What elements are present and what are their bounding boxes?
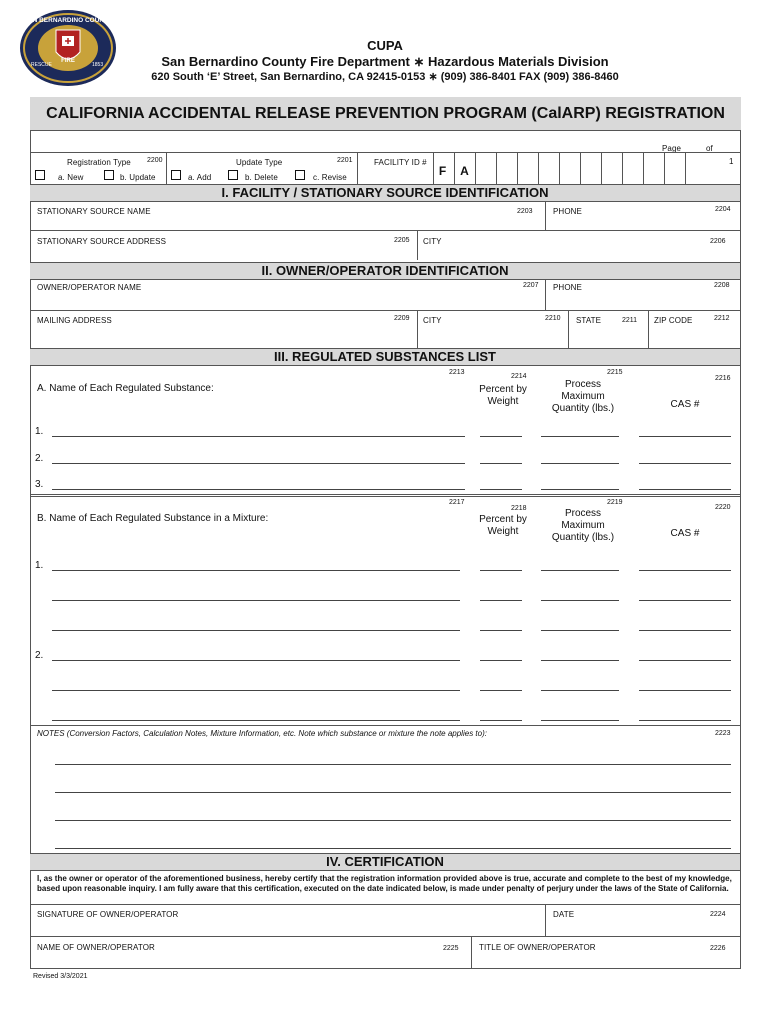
source-name-code: 2203 [517, 208, 533, 215]
notes-line-4[interactable] [55, 848, 731, 849]
of-label: of [706, 144, 713, 153]
divider [417, 230, 418, 260]
signature-field[interactable] [32, 906, 544, 936]
cas-field[interactable] [639, 720, 731, 721]
signature-label: SIGNATURE OF OWNER/OPERATOR [37, 910, 179, 919]
cas-field[interactable] [639, 660, 731, 661]
id-cell [685, 152, 704, 188]
percent-field[interactable] [480, 630, 522, 631]
part-b-qty-code: 2219 [607, 499, 623, 506]
part-b-row-2 [30, 650, 740, 664]
date-label: DATE [553, 910, 575, 919]
substance-name-field[interactable] [52, 436, 465, 437]
id-cell [643, 152, 662, 188]
update-type-label: Update Type [236, 158, 283, 167]
date-field[interactable] [548, 906, 738, 936]
facility-prefix-f: F [438, 164, 447, 178]
source-name-field[interactable] [32, 203, 544, 230]
divider [417, 310, 418, 348]
address: 620 South ‘E’ Street, San Bernardino, CA 92415-0153 [151, 71, 426, 83]
quantity-field[interactable] [541, 600, 619, 601]
quantity-field[interactable] [541, 720, 619, 721]
registration-type-label: Registration Type [67, 158, 131, 167]
percent-field[interactable] [480, 660, 522, 661]
substance-name-field[interactable] [52, 660, 460, 661]
part-b-cas-code: 2220 [715, 504, 731, 511]
percent-field[interactable] [480, 436, 522, 437]
row-number: 2. [35, 453, 44, 464]
revised-date: Revised 3/3/2021 [33, 973, 88, 980]
new-label: a. New [58, 173, 84, 182]
substance-name-field[interactable] [52, 600, 460, 601]
substance-name-field[interactable] [52, 570, 460, 571]
cas-field[interactable] [639, 436, 731, 437]
new-checkbox[interactable] [35, 170, 45, 180]
zip-label: ZIP CODE [654, 316, 693, 325]
id-cell [664, 152, 683, 188]
revise-label: c. Revise [313, 173, 347, 182]
divider [166, 152, 167, 188]
row-number: 2. [35, 650, 44, 661]
source-address-field[interactable] [32, 232, 415, 260]
divider [357, 152, 358, 188]
part-a-cas-header: CAS # [670, 399, 700, 410]
quantity-field[interactable] [541, 463, 619, 464]
owner-city-label: CITY [423, 316, 442, 325]
part-a-row-3 [30, 479, 740, 493]
pct-line2: Weight [487, 526, 519, 537]
id-cell [601, 152, 620, 188]
id-cell [475, 152, 494, 188]
notes-label: NOTES (Conversion Factors, Calculation Notes, Mixture Information, etc. Note which substance or mixture the note applies to): [37, 729, 487, 738]
seal-shield-text: FIRE [61, 58, 75, 64]
notes-line-3[interactable] [55, 820, 731, 821]
part-b-pct-code: 2218 [511, 505, 527, 512]
source-city-field[interactable] [420, 232, 738, 260]
part-b-row-1 [30, 560, 740, 574]
divider [568, 310, 569, 348]
update-type-code: 2201 [337, 157, 353, 164]
cas-field[interactable] [639, 630, 731, 631]
owner-city-code: 2210 [545, 315, 561, 322]
row-divider [30, 936, 740, 937]
qty-line3: Quantity (lbs.) [551, 532, 615, 543]
percent-field[interactable] [480, 690, 522, 691]
substance-name-field[interactable] [52, 463, 465, 464]
qty-line2: Maximum [561, 520, 605, 531]
source-phone-label: PHONE [553, 207, 582, 216]
part-a-heading: A. Name of Each Regulated Substance: [37, 383, 214, 394]
cas-field[interactable] [639, 570, 731, 571]
page-total: 1 [729, 157, 734, 166]
divider [545, 904, 546, 936]
mailing-address-code: 2209 [394, 315, 410, 322]
divider [545, 280, 546, 310]
address-line: 620 South ‘E’ Street, San Bernardino, CA 92415-0153 ∗ (909) 386-8401 FAX (909) 386-8460 [151, 71, 619, 83]
part-b-cas-header: CAS # [670, 528, 700, 539]
row-divider [30, 230, 740, 231]
page-label: Page [662, 144, 682, 153]
part-a-qty-header [543, 379, 623, 415]
part-b-heading: B. Name of Each Regulated Substance in a Mixture: [37, 513, 269, 524]
substance-name-field[interactable] [52, 720, 460, 721]
seal-left-text: RESCUE [31, 62, 52, 68]
source-address-code: 2205 [394, 237, 410, 244]
owner-title-code: 2226 [710, 945, 726, 952]
cas-field[interactable] [639, 600, 731, 601]
owner-phone-field[interactable] [548, 280, 738, 309]
row-divider [30, 310, 740, 311]
pct-line1: Percent by [479, 384, 527, 395]
id-cell [517, 152, 536, 188]
owner-name-cert-field[interactable] [32, 938, 469, 968]
percent-field[interactable] [480, 489, 522, 490]
update-label: b. Update [120, 173, 156, 182]
divider [648, 310, 649, 348]
update-checkbox[interactable] [104, 170, 114, 180]
pct-line1: Percent by [479, 514, 527, 525]
section-4-title: IV. CERTIFICATION [30, 853, 740, 871]
owner-name-field[interactable] [32, 280, 544, 309]
state-field[interactable] [571, 312, 645, 347]
id-cell [433, 152, 452, 188]
row-number: 1. [35, 426, 44, 437]
id-cell [538, 152, 557, 188]
row-number: 1. [35, 560, 44, 571]
owner-name-cert-code: 2225 [443, 945, 459, 952]
qty-line1: Process [564, 379, 602, 390]
phone: (909) 386-8401 [440, 71, 516, 83]
row-divider [30, 725, 740, 726]
facility-id-label: FACILITY ID # [374, 158, 427, 167]
mailing-address-field[interactable] [32, 312, 415, 347]
percent-field[interactable] [480, 600, 522, 601]
part-b-row-2b [30, 680, 740, 694]
state-label: STATE [576, 316, 602, 325]
id-cell [559, 152, 578, 188]
revise-checkbox[interactable] [295, 170, 305, 180]
mailing-address-label: MAILING ADDRESS [37, 316, 112, 325]
substance-name-field[interactable] [52, 489, 465, 490]
quantity-field[interactable] [541, 570, 619, 571]
id-cell [622, 152, 641, 188]
separator-glyph: ∗ [413, 54, 425, 69]
part-a-cas-code: 2216 [715, 375, 731, 382]
part-a-qty-code: 2215 [607, 369, 623, 376]
percent-field[interactable] [480, 570, 522, 571]
part-a-row-2 [30, 453, 740, 467]
part-b-qty-header [543, 508, 623, 544]
source-name-label: STATIONARY SOURCE NAME [37, 207, 151, 216]
row-divider [30, 496, 740, 497]
state-code: 2211 [622, 317, 638, 324]
owner-phone-code: 2208 [714, 282, 730, 289]
source-address-label: STATIONARY SOURCE ADDRESS [37, 237, 167, 246]
agency-name: CUPA [367, 38, 403, 53]
notes-line-2[interactable] [55, 792, 731, 793]
seal-right-text: 1853 [92, 62, 104, 68]
form-title: CALIFORNIA ACCIDENTAL RELEASE PREVENTION PROGRAM (CalARP) REGISTRATION [46, 105, 725, 122]
owner-city-field[interactable] [420, 312, 566, 347]
date-code: 2224 [710, 911, 726, 918]
source-city-code: 2206 [710, 238, 726, 245]
part-a-pct-code: 2214 [511, 373, 527, 380]
percent-field[interactable] [480, 720, 522, 721]
substance-name-field[interactable] [52, 630, 460, 631]
part-a-row-1 [30, 426, 740, 440]
divider [471, 936, 472, 969]
source-phone-field[interactable] [548, 203, 738, 230]
section-2-title: II. OWNER/OPERATOR IDENTIFICATION [30, 262, 740, 280]
pct-line2: Weight [487, 396, 519, 407]
qty-line1: Process [564, 508, 602, 519]
part-b-pct-header [473, 514, 533, 538]
qty-line3: Quantity (lbs.) [551, 403, 615, 414]
quantity-field[interactable] [541, 630, 619, 631]
source-city-label: CITY [423, 237, 442, 246]
owner-title-field[interactable] [474, 938, 738, 968]
department-line [0, 54, 770, 70]
form-title-bar [30, 97, 741, 131]
owner-title-label: TITLE OF OWNER/OPERATOR [479, 943, 596, 952]
owner-name-cert-label: NAME OF OWNER/OPERATOR [37, 943, 155, 952]
row-divider [30, 904, 740, 905]
zip-field[interactable] [651, 312, 738, 347]
part-b-row-2c [30, 710, 740, 724]
registration-type-code: 2200 [147, 157, 163, 164]
id-cell [454, 152, 473, 188]
cas-field[interactable] [639, 690, 731, 691]
department-name: San Bernardino County Fire Department [161, 54, 410, 69]
source-phone-code: 2204 [715, 206, 731, 213]
quantity-field[interactable] [541, 660, 619, 661]
part-b-row-1b [30, 590, 740, 604]
part-b-row-1c [30, 620, 740, 634]
add-label: a. Add [188, 173, 212, 182]
certification-statement: I, as the owner or operator of the aforementioned business, hereby certify that the registration information provided above is true, accurate and complete to the best of my knowledge, based upon reasonable inquiry. I am fully aware that this certification, executed on the date indicated below, is made under penalty of perjury under the laws of the State of California. [37, 874, 732, 893]
owner-name-code: 2207 [523, 282, 539, 289]
owner-phone-label: PHONE [553, 283, 582, 292]
section-1-title: I. FACILITY / STATIONARY SOURCE IDENTIFICATION [30, 184, 740, 202]
row-divider [30, 494, 740, 495]
seal-top-text: SAN BERNARDINO COUNTY [23, 17, 113, 24]
facility-prefix-a: A [460, 164, 469, 178]
delete-label: b. Delete [245, 173, 278, 182]
id-cell [496, 152, 515, 188]
cas-field[interactable] [639, 489, 731, 490]
notes-line-1[interactable] [55, 764, 731, 765]
part-a-code: 2213 [449, 369, 465, 376]
notes-code: 2223 [715, 730, 731, 737]
percent-field[interactable] [480, 463, 522, 464]
part-a-pct-header [473, 384, 533, 408]
zip-code: 2212 [714, 315, 730, 322]
divider [545, 202, 546, 230]
delete-checkbox[interactable] [228, 170, 238, 180]
add-checkbox[interactable] [171, 170, 181, 180]
quantity-field[interactable] [541, 690, 619, 691]
quantity-field[interactable] [541, 436, 619, 437]
qty-line2: Maximum [561, 391, 605, 402]
division-name: Hazardous Materials Division [428, 54, 609, 69]
quantity-field[interactable] [541, 489, 619, 490]
row-number: 3. [35, 479, 44, 490]
part-b-code: 2217 [449, 499, 465, 506]
owner-name-label: OWNER/OPERATOR NAME [37, 283, 142, 292]
fax: FAX (909) 386-8460 [519, 71, 619, 83]
cas-field[interactable] [639, 463, 731, 464]
id-cell [580, 152, 599, 188]
substance-name-field[interactable] [52, 690, 460, 691]
section-3-title: III. REGULATED SUBSTANCES LIST [30, 348, 740, 366]
